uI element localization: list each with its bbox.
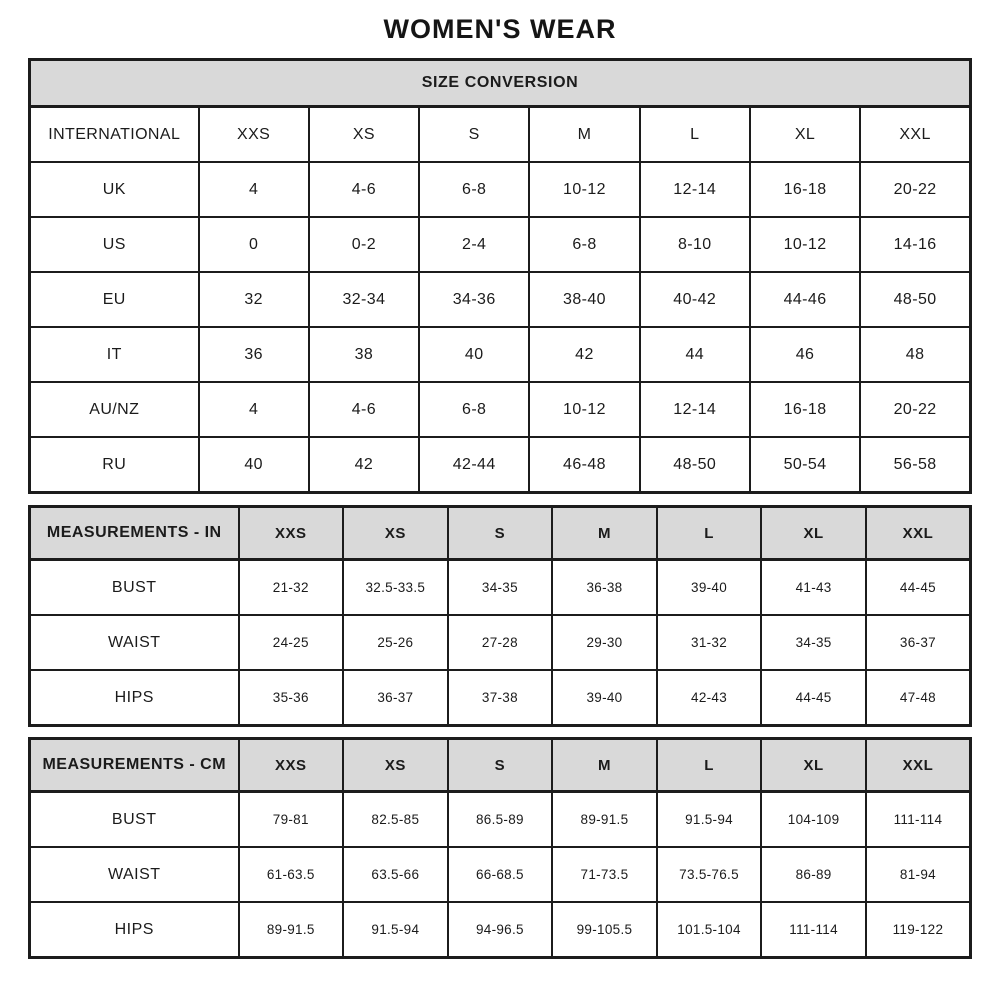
value-cell: 46 [750,327,860,382]
table-row-bust [30,792,971,848]
value-cell: 99-105.5 [552,902,657,958]
value-cell: 66-68.5 [448,847,553,902]
value-cell: 42-44 [419,437,529,493]
value-cell: 48 [860,327,970,382]
value-cell: 6-8 [419,382,529,437]
value-cell: 4 [199,382,309,437]
value-cell: 4-6 [309,162,419,217]
value-cell: 24-25 [239,615,344,670]
value-cell: XXL [860,107,970,163]
value-cell: 29-30 [552,615,657,670]
value-cell: 38 [309,327,419,382]
value-cell: 39-40 [552,670,657,726]
value-cell: 39-40 [657,560,762,616]
size-header-xxl: XXL [866,507,971,560]
value-cell: 0-2 [309,217,419,272]
table-row-uk [30,162,971,217]
value-cell: 89-91.5 [239,902,344,958]
value-cell: 44-45 [866,560,971,616]
value-cell: 2-4 [419,217,529,272]
value-cell: L [640,107,750,163]
value-cell: 63.5-66 [343,847,448,902]
value-cell: 4-6 [309,382,419,437]
value-cell: 36 [199,327,309,382]
value-cell: 104-109 [761,792,866,848]
value-cell: XS [309,107,419,163]
size-header-xxl: XXL [866,739,971,792]
value-cell: 48-50 [860,272,970,327]
value-cell: 40-42 [640,272,750,327]
measurements-in-header-row [30,507,971,560]
measurements-cm-title: MEASUREMENTS - CM [30,739,239,792]
size-conversion-table [28,58,972,494]
value-cell: 61-63.5 [239,847,344,902]
value-cell: 89-91.5 [552,792,657,848]
value-cell: 20-22 [860,162,970,217]
value-cell: 81-94 [866,847,971,902]
size-header-xl: XL [761,739,866,792]
value-cell: XXS [199,107,309,163]
size-header-xs: XS [343,739,448,792]
value-cell: 16-18 [750,162,860,217]
value-cell: 0 [199,217,309,272]
value-cell: 44 [640,327,750,382]
value-cell: 94-96.5 [448,902,553,958]
row-label: WAIST [30,615,239,670]
size-header-xs: XS [343,507,448,560]
value-cell: S [419,107,529,163]
value-cell: 27-28 [448,615,553,670]
row-label: EU [30,272,199,327]
measurements-cm-body [30,792,971,958]
value-cell: 44-45 [761,670,866,726]
value-cell: 34-35 [448,560,553,616]
row-label: INTERNATIONAL [30,107,199,163]
row-label: WAIST [30,847,239,902]
table-row-international [30,107,971,163]
value-cell: 10-12 [750,217,860,272]
value-cell: 38-40 [529,272,639,327]
size-header-m: M [552,739,657,792]
value-cell: 73.5-76.5 [657,847,762,902]
value-cell: 14-16 [860,217,970,272]
value-cell: 111-114 [761,902,866,958]
value-cell: 37-38 [448,670,553,726]
value-cell: 20-22 [860,382,970,437]
table-row-bust [30,560,971,616]
value-cell: 119-122 [866,902,971,958]
value-cell: 10-12 [529,382,639,437]
row-label: UK [30,162,199,217]
table-row-hips [30,670,971,726]
measurements-in-title: MEASUREMENTS - IN [30,507,239,560]
value-cell: 48-50 [640,437,750,493]
value-cell: 8-10 [640,217,750,272]
value-cell: 32-34 [309,272,419,327]
value-cell: 32 [199,272,309,327]
row-label: BUST [30,560,239,616]
value-cell: 42 [529,327,639,382]
value-cell: 16-18 [750,382,860,437]
value-cell: 32.5-33.5 [343,560,448,616]
row-label: US [30,217,199,272]
value-cell: 31-32 [657,615,762,670]
row-label: RU [30,437,199,493]
measurements-cm-table [28,737,972,959]
value-cell: 12-14 [640,162,750,217]
value-cell: 41-43 [761,560,866,616]
value-cell: 42-43 [657,670,762,726]
value-cell: 82.5-85 [343,792,448,848]
value-cell: 86-89 [761,847,866,902]
table-row-au-nz [30,382,971,437]
value-cell: 40 [199,437,309,493]
value-cell: 6-8 [419,162,529,217]
value-cell: 101.5-104 [657,902,762,958]
table-row-it [30,327,971,382]
size-header-xl: XL [761,507,866,560]
table-row-ru [30,437,971,493]
value-cell: 36-38 [552,560,657,616]
value-cell: 12-14 [640,382,750,437]
table-row-eu [30,272,971,327]
value-cell: 47-48 [866,670,971,726]
value-cell: 4 [199,162,309,217]
value-cell: M [529,107,639,163]
page-title: WOMEN'S WEAR [383,14,617,44]
value-cell: 35-36 [239,670,344,726]
size-header-l: L [657,507,762,560]
value-cell: 111-114 [866,792,971,848]
size-conversion-header-row [30,60,971,107]
value-cell: 6-8 [529,217,639,272]
measurements-cm-header-row [30,739,971,792]
value-cell: 50-54 [750,437,860,493]
table-row-us [30,217,971,272]
size-header-s: S [448,739,553,792]
value-cell: 42 [309,437,419,493]
row-label: BUST [30,792,239,848]
value-cell: 56-58 [860,437,970,493]
row-label: HIPS [30,670,239,726]
size-header-xxs: XXS [239,739,344,792]
value-cell: 91.5-94 [657,792,762,848]
value-cell: 25-26 [343,615,448,670]
value-cell: 86.5-89 [448,792,553,848]
value-cell: 10-12 [529,162,639,217]
value-cell: 34-36 [419,272,529,327]
value-cell: 71-73.5 [552,847,657,902]
table-row-hips [30,902,971,958]
size-header-m: M [552,507,657,560]
size-header-s: S [448,507,553,560]
value-cell: 91.5-94 [343,902,448,958]
value-cell: 46-48 [529,437,639,493]
value-cell: 36-37 [343,670,448,726]
value-cell: 44-46 [750,272,860,327]
value-cell: 21-32 [239,560,344,616]
table-row-waist [30,847,971,902]
value-cell: 34-35 [761,615,866,670]
value-cell: 40 [419,327,529,382]
row-label: IT [30,327,199,382]
row-label: HIPS [30,902,239,958]
measurements-in-table [28,505,972,727]
size-conversion-body [30,107,971,493]
table-row-waist [30,615,971,670]
value-cell: 79-81 [239,792,344,848]
size-header-l: L [657,739,762,792]
value-cell: 36-37 [866,615,971,670]
size-conversion-title: SIZE CONVERSION [30,60,971,107]
row-label: AU/NZ [30,382,199,437]
measurements-in-body [30,560,971,726]
size-header-xxs: XXS [239,507,344,560]
value-cell: XL [750,107,860,163]
